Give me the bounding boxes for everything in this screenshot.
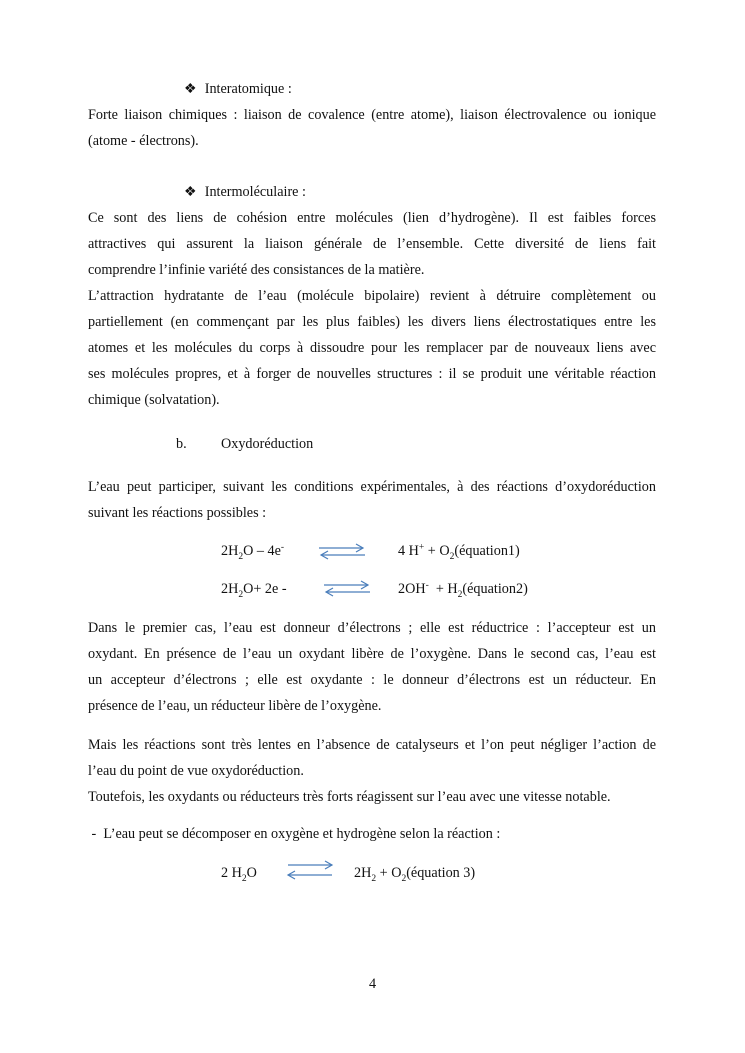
paragraph-line: présence de l’eau, un réducteur libère de l’oxygène.	[88, 698, 382, 714]
paragraph-line: chimique (solvatation).	[88, 392, 220, 408]
page-number: 4	[368, 976, 377, 992]
paragraph-line: Ce sont des liens de cohésion entre molécules (lien d’hydrogène). Il est faibles forces	[88, 210, 656, 226]
subsection-title: Oxydoréduction	[221, 436, 314, 452]
diamond-bullet-icon: ❖	[184, 81, 197, 97]
paragraph-line: - L’eau peut se décomposer en oxygène et hydrogène selon la réaction :	[88, 826, 501, 842]
paragraph-line: partiellement (en commençant par les plus faibles) les divers liens électrostatiques entre les	[88, 314, 656, 330]
paragraph-line: Mais les réactions sont très lentes en l’absence de catalyseurs et l’on peut négliger l’action de	[88, 737, 656, 753]
paragraph-line: Toutefois, les oxydants ou réducteurs très forts réagissent sur l’eau avec une vitesse notable.	[88, 789, 611, 805]
equation2-left: $2H_2O+ 2e$ -	[221, 581, 287, 600]
paragraph-line: L’attraction hydratante de l’eau (molécule bipolaire) revient à détruire complètement ou	[88, 288, 656, 304]
equation1-right: 4 $H^+ + O_2(équation1)$	[398, 542, 520, 562]
equilibrium-arrow-icon	[322, 579, 372, 597]
paragraph-line: atomes et les molécules du corps à dissoudre pour les remplacer par de nouveaux liens avec	[88, 340, 656, 356]
paragraph-line: ses molécules propres, et à forger de nouvelles structures : il se produit une véritable réaction	[88, 366, 656, 382]
equilibrium-arrow-icon	[317, 542, 367, 560]
subsection-label: b.	[176, 436, 187, 452]
equation3-right: $2H_2$ + $O_2(équation$ 3)	[354, 865, 476, 884]
paragraph-line: comprendre l’infinie variété des consistances de la matière.	[88, 262, 425, 278]
paragraph-line: attractives qui assurent la liaison générale de l’ensemble. Cette diversité de liens fait	[88, 236, 656, 252]
paragraph-line: oxydant. En présence de l’eau un oxydant libère de l’oxygène. Dans le second cas, l’eau est	[88, 646, 656, 662]
heading-intermoleculaire: Intermoléculaire :	[204, 184, 306, 200]
paragraph-line: l’eau du point de vue oxydoréduction.	[88, 763, 304, 779]
paragraph-line: Forte liaison chimiques : liaison de covalence (entre atome), liaison électrovalence ou ionique	[88, 107, 656, 123]
equation1-left: $2H_2O - 4e^-$	[221, 542, 285, 562]
paragraph-line: L’eau peut participer, suivant les conditions expérimentales, à des réactions d’oxydoréduction	[88, 479, 656, 495]
bullet-heading-interatomique	[184, 80, 292, 98]
paragraph-line: Dans le premier cas, l’eau est donneur d’électrons ; elle est réductrice : l’accepteur est un	[88, 620, 656, 636]
paragraph-line: suivant les réactions possibles :	[88, 505, 267, 521]
bullet-heading-intermoleculaire	[184, 183, 306, 201]
equation3-left: 2 $H_2O$	[221, 865, 257, 884]
paragraph-line: (atome - électrons).	[88, 133, 199, 149]
equilibrium-arrow-icon	[284, 858, 336, 880]
diamond-bullet-icon: ❖	[184, 184, 197, 200]
heading-interatomique: Interatomique :	[204, 81, 292, 97]
equation2-right: $2OH^- + H_2(équation2)$	[398, 580, 528, 600]
paragraph-line: un accepteur d’électrons ; elle est oxydante : le donneur d’électrons est un réducteur. En	[88, 672, 656, 688]
